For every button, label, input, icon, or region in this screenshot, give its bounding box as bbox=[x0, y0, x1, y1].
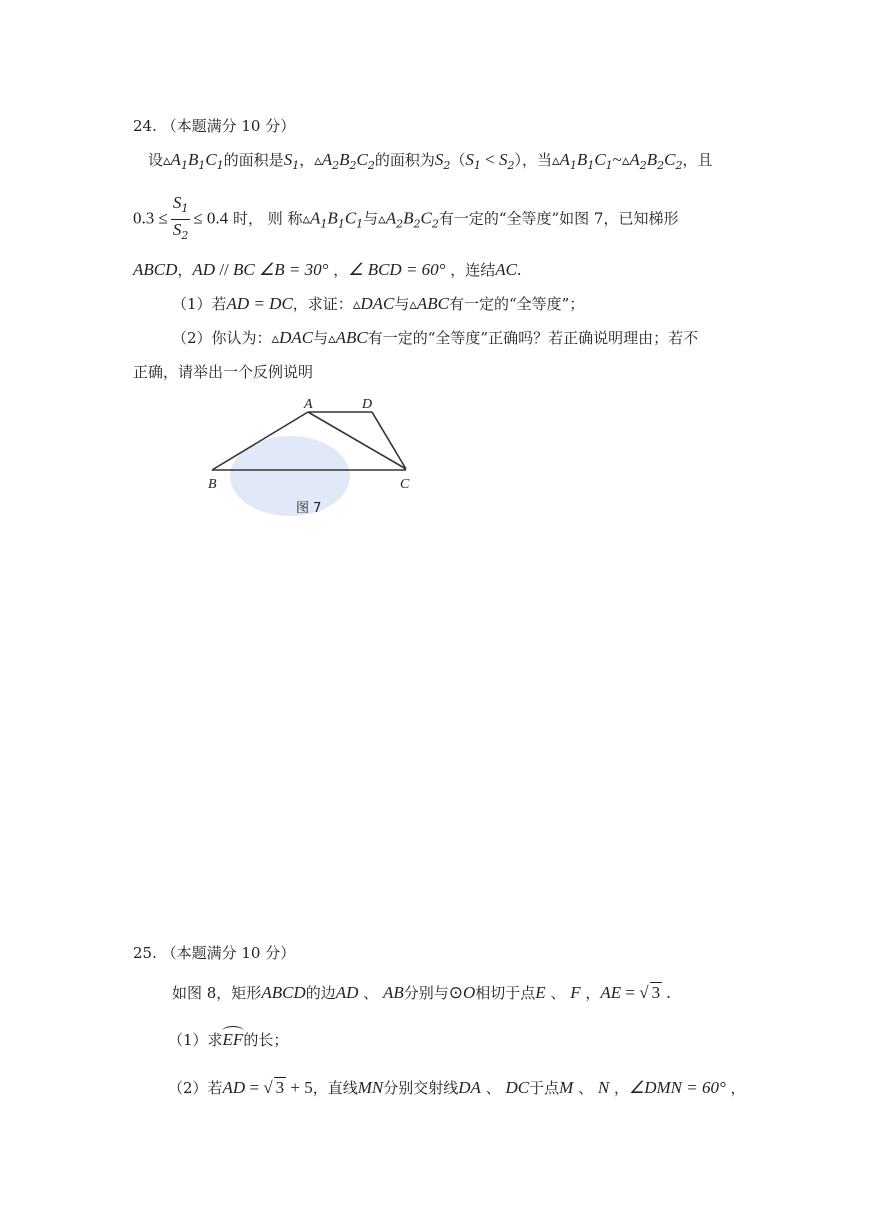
q24-line2: 0.3 ≤ $\frac{S_1}{S_2}$ ≤ 0.4 时， 则 称$▵A_1B_1C_1$与$▵A_2B_2C_2$有一定的“全等度”如图 7，已知梯形 bbox=[133, 194, 678, 246]
q25-part1: （1）求EF的长； bbox=[168, 1030, 289, 1049]
label-A: A bbox=[304, 397, 313, 412]
figure-7 bbox=[200, 386, 430, 526]
q24-part1: （1）若AD = DC，求证：▵DAC与▵ABC有一定的“全等度”； bbox=[172, 294, 585, 313]
q25-header: 25. （本题满分 10 分） bbox=[133, 944, 296, 962]
figure-caption: 图 7 bbox=[296, 501, 322, 516]
q24-line1: 设$▵A_1B_1C_1$的面积是$S_1$，$▵A_2B_2C_2$的面积为$S_2(S_1 < S_2)$，当$▵A_1B_1C_1\sim▵A_2B_2C_2$，且 bbox=[148, 150, 713, 172]
q24-part2: （2）你认为：▵DAC与▵ABC有一定的“全等度”正确吗？若正确说明理由；若不 bbox=[172, 328, 699, 347]
segment-DC bbox=[372, 412, 406, 469]
q24-line3: ABCD，AD // BC ∠B = 30° ，∠ BCD = 60° ，连结AC. bbox=[133, 260, 522, 279]
q25-part2: （2）若AD = √ 3 + 5，直线MN分别交射线DA 、 DC于点M 、 N ，∠DMN = 60° ， bbox=[168, 1078, 746, 1097]
label-D: D bbox=[362, 397, 373, 412]
q24-part2-cont: 正确，请举出一个反例说明 bbox=[133, 363, 314, 381]
q24-header: 24. （本题满分 10 分） bbox=[133, 117, 296, 135]
label-C: C bbox=[400, 477, 410, 492]
label-B: B bbox=[208, 477, 217, 492]
s1-over-s2-fraction: $\frac{S_1}{S_2}$ bbox=[172, 193, 189, 242]
q25-line1: 如图 8，矩形ABCD的边AD 、 AB分别与⊙O相切于点E 、 F ，AE = √ 3 . bbox=[172, 983, 671, 1002]
arc-EF: EF bbox=[222, 1030, 244, 1049]
